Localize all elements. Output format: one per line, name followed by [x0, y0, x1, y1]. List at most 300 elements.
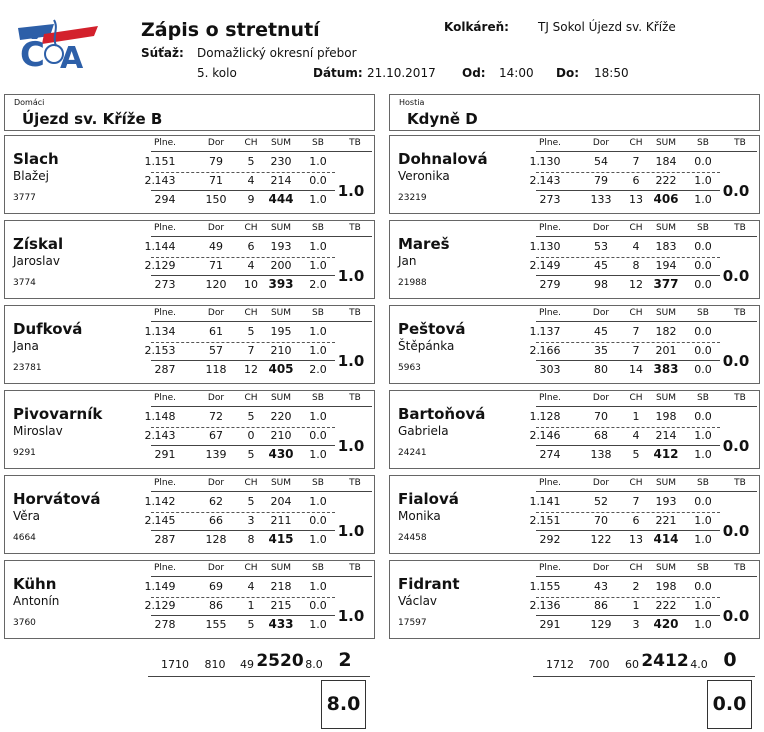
- total-dor: 120: [205, 278, 227, 291]
- game-number: 2.: [529, 514, 540, 527]
- away-total-tb: 0: [723, 649, 737, 671]
- game1-ch: 1: [632, 410, 640, 423]
- player-box: [4, 475, 375, 554]
- col-header-ch: CH: [629, 138, 643, 148]
- header-line: [536, 151, 757, 152]
- game2-line: [151, 530, 335, 531]
- col-header-sb: SB: [312, 563, 324, 573]
- game1-ch: 5: [247, 155, 255, 168]
- home-total-tb: 2: [338, 649, 352, 671]
- start-time: 14:00: [499, 66, 534, 80]
- game1-plne: 137: [539, 325, 561, 338]
- game2-plne: 149: [539, 259, 561, 272]
- game2-sum: 210: [270, 429, 292, 442]
- away-total-plne: 1712: [546, 658, 574, 671]
- total-dor: 133: [590, 193, 612, 206]
- player-box: [389, 560, 760, 639]
- col-header-dor: Dor: [592, 308, 610, 318]
- player-surname: Peštová: [398, 320, 466, 338]
- home-total-sum: 2520: [256, 651, 304, 671]
- game1-ch: 5: [247, 495, 255, 508]
- total-dor: 138: [590, 448, 612, 461]
- player-reg-number: 5963: [398, 363, 421, 373]
- total-ch: 12: [629, 278, 643, 291]
- player-surname: Fidrant: [398, 575, 460, 593]
- player-tb: 0.0: [722, 352, 750, 370]
- total-ch: 5: [247, 618, 255, 631]
- game1-ch: 4: [632, 240, 640, 253]
- col-header-sb: SB: [312, 308, 324, 318]
- game1-dor: 72: [209, 410, 223, 423]
- player-firstname: Štěpánka: [398, 339, 455, 353]
- game2-line: [536, 275, 720, 276]
- game1-sb: 1.0: [309, 240, 327, 253]
- game1-sb: 0.0: [694, 495, 712, 508]
- player-tb: 1.0: [337, 437, 365, 455]
- away-label: Hostia: [399, 98, 425, 107]
- game2-ch: 6: [632, 174, 640, 187]
- col-header-tb: TB: [349, 478, 361, 488]
- player-box: [389, 305, 760, 384]
- header-line: [151, 576, 372, 577]
- total-sum: 377: [653, 277, 679, 291]
- sutaz-label: Súťaž:: [141, 46, 184, 60]
- home-result: 8.0: [321, 680, 366, 729]
- col-header-dor: Dor: [207, 138, 225, 148]
- game2-sum: 194: [655, 259, 677, 272]
- player-tb: 0.0: [722, 607, 750, 625]
- col-header-sum: SUM: [270, 138, 292, 148]
- col-header-sum: SUM: [655, 138, 677, 148]
- game1-line: [151, 597, 335, 598]
- game1-plne: 148: [154, 410, 176, 423]
- game1-dor: 79: [209, 155, 223, 168]
- game2-line: [536, 445, 720, 446]
- col-header-plne: Plne.: [538, 223, 562, 233]
- player-surname: Slach: [13, 150, 59, 168]
- game1-ch: 7: [632, 325, 640, 338]
- game2-sb: 1.0: [309, 344, 327, 357]
- total-sum: 415: [268, 532, 294, 546]
- game1-sum: 220: [270, 410, 292, 423]
- game1-dor: 54: [594, 155, 608, 168]
- game-number: 2.: [529, 429, 540, 442]
- game1-sb: 1.0: [309, 495, 327, 508]
- total-sb: 1.0: [309, 533, 327, 546]
- game1-plne: 130: [539, 240, 561, 253]
- game2-sb: 0.0: [694, 344, 712, 357]
- player-surname: Pivovarník: [13, 405, 103, 423]
- game-number: 1.: [144, 410, 155, 423]
- game2-dor: 67: [209, 429, 223, 442]
- col-header-sb: SB: [312, 393, 324, 403]
- game2-dor: 86: [594, 599, 608, 612]
- game1-ch: 4: [247, 580, 255, 593]
- game1-dor: 49: [209, 240, 223, 253]
- game1-dor: 69: [209, 580, 223, 593]
- game2-line: [536, 360, 720, 361]
- total-sb: 2.0: [309, 278, 327, 291]
- header-line: [536, 576, 757, 577]
- game2-plne: 143: [154, 429, 176, 442]
- game-number: 1.: [529, 155, 540, 168]
- total-plne: 287: [154, 533, 176, 546]
- player-reg-number: 3777: [13, 193, 36, 203]
- col-header-sum: SUM: [655, 478, 677, 488]
- col-header-sum: SUM: [655, 223, 677, 233]
- total-sum: 414: [653, 532, 679, 546]
- col-header-dor: Dor: [592, 393, 610, 403]
- player-surname: Kühn: [13, 575, 57, 593]
- cka-logo-icon: [14, 14, 98, 72]
- total-sb: 1.0: [694, 448, 712, 461]
- total-plne: 287: [154, 363, 176, 376]
- game1-sb: 0.0: [694, 155, 712, 168]
- away-total-sum: 2412: [641, 651, 689, 671]
- game1-sb: 1.0: [309, 410, 327, 423]
- game2-dor: 86: [209, 599, 223, 612]
- col-header-dor: Dor: [207, 563, 225, 573]
- game1-sb: 0.0: [694, 325, 712, 338]
- total-sb: 1.0: [694, 193, 712, 206]
- col-header-ch: CH: [629, 563, 643, 573]
- game-number: 2.: [529, 174, 540, 187]
- away-team-box: [389, 94, 760, 131]
- od-label: Od:: [462, 66, 486, 80]
- total-sum: 406: [653, 192, 679, 206]
- game1-ch: 5: [247, 410, 255, 423]
- col-header-plne: Plne.: [153, 393, 177, 403]
- game-number: 1.: [144, 240, 155, 253]
- game2-plne: 143: [154, 174, 176, 187]
- game-number: 2.: [144, 259, 155, 272]
- game-number: 2.: [144, 344, 155, 357]
- col-header-dor: Dor: [207, 393, 225, 403]
- header-line: [536, 406, 757, 407]
- game2-sum: 211: [270, 514, 292, 527]
- game-number: 1.: [144, 155, 155, 168]
- game-number: 1.: [529, 495, 540, 508]
- game1-sum: 204: [270, 495, 292, 508]
- total-sb: 0.0: [694, 363, 712, 376]
- player-box: [389, 220, 760, 299]
- game2-plne: 145: [154, 514, 176, 527]
- total-plne: 274: [539, 448, 561, 461]
- col-header-sb: SB: [697, 563, 709, 573]
- col-header-dor: Dor: [207, 223, 225, 233]
- total-sum: 433: [268, 617, 294, 631]
- game1-dor: 43: [594, 580, 608, 593]
- total-sum: 405: [268, 362, 294, 376]
- player-surname: Získal: [13, 235, 64, 253]
- do-label: Do:: [556, 66, 580, 80]
- game2-line: [536, 530, 720, 531]
- home-total-plne: 1710: [161, 658, 189, 671]
- total-dor: 129: [590, 618, 612, 631]
- player-box: [4, 305, 375, 384]
- player-reg-number: 24458: [398, 533, 427, 543]
- player-box: [4, 560, 375, 639]
- col-header-sum: SUM: [270, 308, 292, 318]
- game1-sum: 184: [655, 155, 677, 168]
- game1-sum: 218: [270, 580, 292, 593]
- total-ch: 12: [244, 363, 258, 376]
- col-header-sb: SB: [312, 138, 324, 148]
- game2-ch: 0: [247, 429, 255, 442]
- game1-line: [536, 427, 720, 428]
- game-number: 1.: [144, 495, 155, 508]
- game-number: 2.: [144, 174, 155, 187]
- game1-line: [536, 597, 720, 598]
- game2-line: [151, 615, 335, 616]
- total-dor: 139: [205, 448, 227, 461]
- game2-sb: 0.0: [309, 429, 327, 442]
- game2-sb: 1.0: [694, 514, 712, 527]
- game2-sum: 200: [270, 259, 292, 272]
- player-box: [4, 390, 375, 469]
- col-header-tb: TB: [734, 138, 746, 148]
- game1-line: [536, 512, 720, 513]
- game2-sum: 222: [655, 599, 677, 612]
- player-tb: 0.0: [722, 437, 750, 455]
- competition-name: Domažlický okresní přebor: [197, 46, 357, 60]
- col-header-sum: SUM: [270, 393, 292, 403]
- col-header-dor: Dor: [592, 478, 610, 488]
- player-box: [4, 135, 375, 214]
- player-firstname: Jana: [13, 339, 39, 353]
- player-tb: 0.0: [722, 522, 750, 540]
- col-header-dor: Dor: [592, 138, 610, 148]
- game2-sb: 0.0: [694, 259, 712, 272]
- total-sum: 383: [653, 362, 679, 376]
- game1-line: [536, 172, 720, 173]
- game2-ch: 4: [247, 174, 255, 187]
- total-dor: 128: [205, 533, 227, 546]
- col-header-plne: Plne.: [153, 223, 177, 233]
- game1-plne: 130: [539, 155, 561, 168]
- player-firstname: Blažej: [13, 169, 49, 183]
- total-plne: 273: [154, 278, 176, 291]
- total-sum: 430: [268, 447, 294, 461]
- player-reg-number: 3774: [13, 278, 36, 288]
- game1-ch: 5: [247, 325, 255, 338]
- total-ch: 5: [247, 448, 255, 461]
- home-total-dor: 810: [204, 658, 226, 671]
- game2-ch: 7: [247, 344, 255, 357]
- col-header-plne: Plne.: [153, 138, 177, 148]
- player-surname: Mareš: [398, 235, 450, 253]
- player-surname: Horvátová: [13, 490, 101, 508]
- col-header-sum: SUM: [655, 393, 677, 403]
- game2-ch: 4: [632, 429, 640, 442]
- total-plne: 279: [539, 278, 561, 291]
- col-header-sum: SUM: [270, 223, 292, 233]
- game1-plne: 144: [154, 240, 176, 253]
- game-number: 2.: [144, 514, 155, 527]
- home-total-sb: 8.0: [305, 658, 323, 671]
- game1-sum: 195: [270, 325, 292, 338]
- header-line: [536, 491, 757, 492]
- game2-sum: 221: [655, 514, 677, 527]
- game2-dor: 45: [594, 259, 608, 272]
- total-ch: 13: [629, 533, 643, 546]
- home-team-name: Újezd sv. Kříže B: [22, 110, 163, 128]
- col-header-sb: SB: [697, 223, 709, 233]
- away-total-dor: 700: [588, 658, 610, 671]
- col-header-sb: SB: [697, 478, 709, 488]
- total-ch: 8: [247, 533, 255, 546]
- player-reg-number: 21988: [398, 278, 427, 288]
- game1-ch: 2: [632, 580, 640, 593]
- player-firstname: Jaroslav: [13, 254, 60, 268]
- away-total-line: [533, 676, 755, 677]
- total-sb: 2.0: [309, 363, 327, 376]
- player-surname: Dufková: [13, 320, 83, 338]
- player-reg-number: 23781: [13, 363, 42, 373]
- game1-sum: 230: [270, 155, 292, 168]
- svg-text:A: A: [60, 41, 84, 72]
- game2-sb: 0.0: [309, 599, 327, 612]
- total-plne: 273: [539, 193, 561, 206]
- game-number: 1.: [529, 580, 540, 593]
- col-header-tb: TB: [734, 223, 746, 233]
- col-header-sum: SUM: [270, 563, 292, 573]
- player-box: [389, 390, 760, 469]
- total-sum: 420: [653, 617, 679, 631]
- total-dor: 155: [205, 618, 227, 631]
- col-header-sb: SB: [697, 308, 709, 318]
- total-sb: 0.0: [694, 278, 712, 291]
- col-header-tb: TB: [734, 563, 746, 573]
- game-number: 2.: [529, 344, 540, 357]
- game1-ch: 6: [247, 240, 255, 253]
- end-time: 18:50: [594, 66, 629, 80]
- page-title: Zápis o stretnutí: [141, 19, 320, 41]
- game2-line: [536, 615, 720, 616]
- col-header-sum: SUM: [655, 563, 677, 573]
- player-firstname: Veronika: [398, 169, 450, 183]
- col-header-dor: Dor: [592, 223, 610, 233]
- total-ch: 14: [629, 363, 643, 376]
- col-header-tb: TB: [734, 478, 746, 488]
- player-reg-number: 23219: [398, 193, 427, 203]
- game1-plne: 149: [154, 580, 176, 593]
- game1-dor: 52: [594, 495, 608, 508]
- col-header-sb: SB: [312, 478, 324, 488]
- player-box: [389, 475, 760, 554]
- home-label: Domáci: [14, 98, 45, 107]
- col-header-sum: SUM: [270, 478, 292, 488]
- player-firstname: Jan: [398, 254, 417, 268]
- col-header-tb: TB: [349, 223, 361, 233]
- total-sb: 1.0: [694, 618, 712, 631]
- col-header-ch: CH: [629, 393, 643, 403]
- game2-sum: 201: [655, 344, 677, 357]
- col-header-ch: CH: [244, 478, 258, 488]
- player-firstname: Monika: [398, 509, 441, 523]
- away-total-sb: 4.0: [690, 658, 708, 671]
- game2-ch: 3: [247, 514, 255, 527]
- game2-sb: 0.0: [309, 174, 327, 187]
- game2-line: [151, 190, 335, 191]
- game1-line: [151, 512, 335, 513]
- total-sum: 412: [653, 447, 679, 461]
- game2-sum: 214: [270, 174, 292, 187]
- header-line: [151, 321, 372, 322]
- col-header-plne: Plne.: [153, 563, 177, 573]
- player-firstname: Miroslav: [13, 424, 63, 438]
- player-tb: 1.0: [337, 352, 365, 370]
- game1-sum: 193: [270, 240, 292, 253]
- game1-plne: 141: [539, 495, 561, 508]
- game1-line: [536, 257, 720, 258]
- game-number: 2.: [144, 599, 155, 612]
- player-tb: 1.0: [337, 182, 365, 200]
- game1-dor: 61: [209, 325, 223, 338]
- col-header-plne: Plne.: [538, 478, 562, 488]
- game2-sb: 1.0: [309, 259, 327, 272]
- game1-ch: 7: [632, 495, 640, 508]
- col-header-dor: Dor: [207, 478, 225, 488]
- game2-dor: 68: [594, 429, 608, 442]
- game2-line: [536, 190, 720, 191]
- total-plne: 291: [539, 618, 561, 631]
- venue-label: Kolkáreň:: [444, 20, 509, 34]
- game1-plne: 155: [539, 580, 561, 593]
- header-line: [536, 236, 757, 237]
- total-sb: 1.0: [309, 618, 327, 631]
- col-header-sb: SB: [697, 393, 709, 403]
- game2-plne: 136: [539, 599, 561, 612]
- total-dor: 118: [205, 363, 227, 376]
- game2-plne: 129: [154, 599, 176, 612]
- game1-sb: 1.0: [309, 155, 327, 168]
- game-number: 2.: [529, 599, 540, 612]
- total-dor: 150: [205, 193, 227, 206]
- col-header-tb: TB: [734, 308, 746, 318]
- total-dor: 98: [594, 278, 608, 291]
- game1-line: [151, 257, 335, 258]
- player-reg-number: 3760: [13, 618, 36, 628]
- col-header-ch: CH: [244, 393, 258, 403]
- total-ch: 3: [632, 618, 640, 631]
- col-header-plne: Plne.: [538, 563, 562, 573]
- player-box: [4, 220, 375, 299]
- game1-sb: 0.0: [694, 410, 712, 423]
- game2-sum: 222: [655, 174, 677, 187]
- match-date: 21.10.2017: [367, 66, 436, 80]
- player-surname: Dohnalová: [398, 150, 488, 168]
- col-header-tb: TB: [349, 563, 361, 573]
- col-header-tb: TB: [349, 308, 361, 318]
- game1-sb: 0.0: [694, 240, 712, 253]
- game1-line: [536, 342, 720, 343]
- header-line: [151, 151, 372, 152]
- svg-text:Č: Č: [20, 35, 45, 72]
- total-plne: 278: [154, 618, 176, 631]
- total-sum: 393: [268, 277, 294, 291]
- header-line: [151, 406, 372, 407]
- total-plne: 303: [539, 363, 561, 376]
- player-surname: Bartoňová: [398, 405, 486, 423]
- game-number: 1.: [144, 325, 155, 338]
- game1-plne: 134: [154, 325, 176, 338]
- col-header-tb: TB: [349, 138, 361, 148]
- game2-dor: 35: [594, 344, 608, 357]
- game1-plne: 142: [154, 495, 176, 508]
- game2-line: [151, 360, 335, 361]
- game2-ch: 4: [247, 259, 255, 272]
